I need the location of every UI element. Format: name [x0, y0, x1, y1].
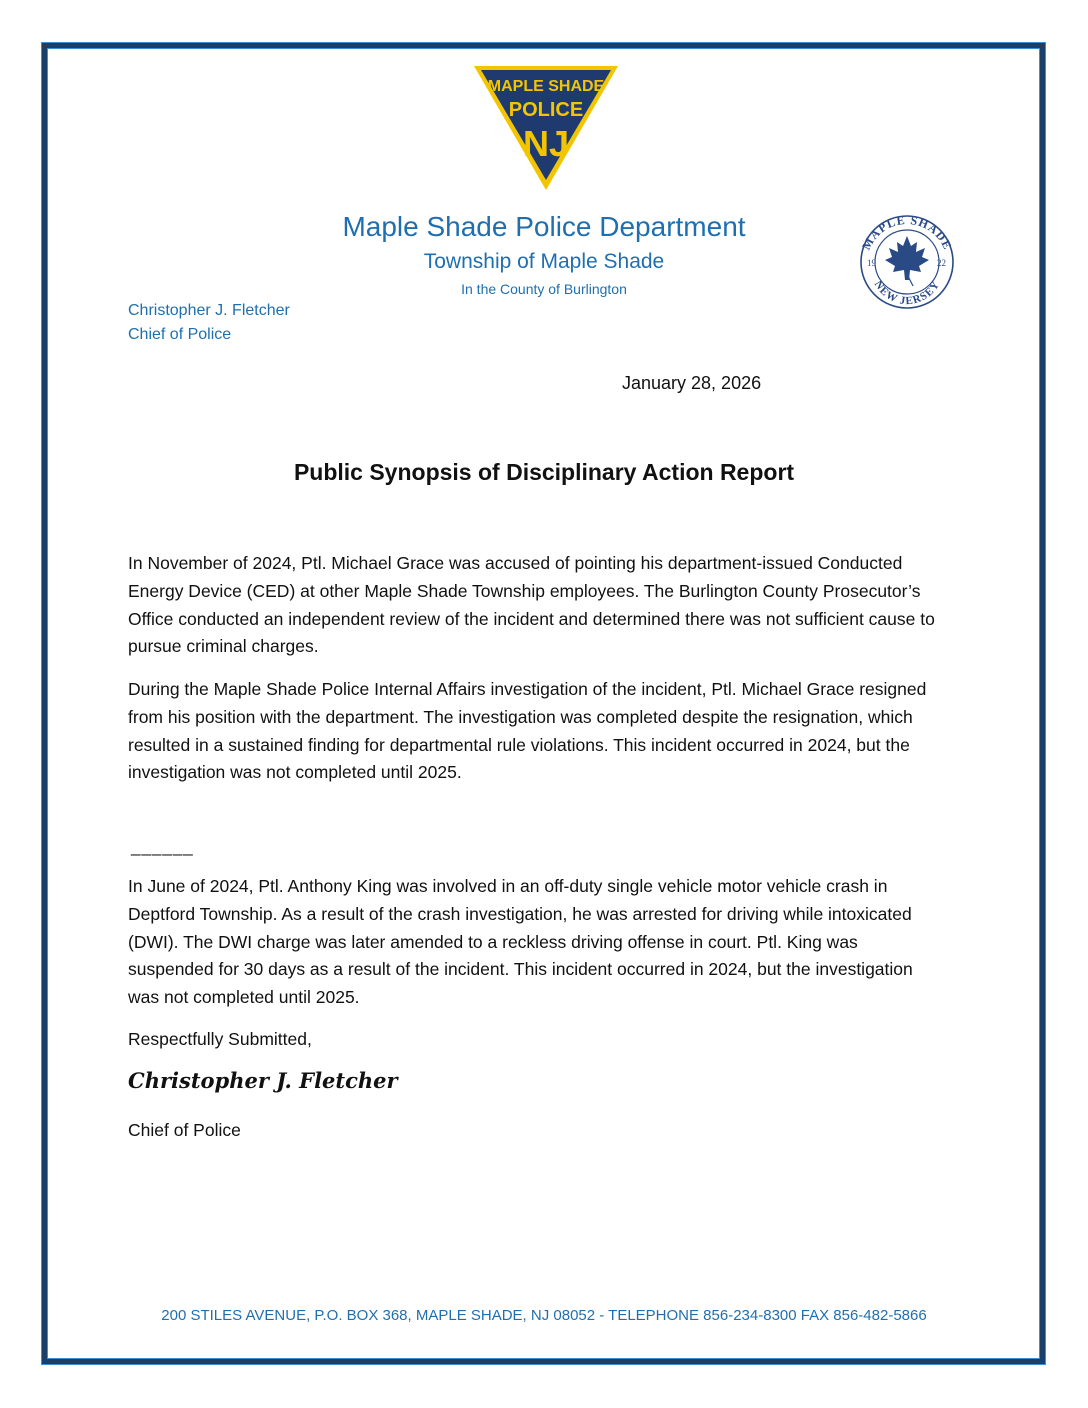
township-name: Township of Maple Shade [423, 250, 665, 273]
police-badge-logo [472, 64, 620, 192]
signature: Christopher J. Fletcher [128, 1068, 398, 1093]
seal-top-text: MAPLE SHADE [859, 214, 955, 253]
seal-year-right: 22 [937, 258, 946, 268]
county-name: In the County of Burlington [461, 281, 627, 297]
department-name: Maple Shade Police Department [342, 211, 746, 242]
badge-line1: MAPLE SHADE [487, 78, 605, 95]
chief-title: Chief of Police [128, 326, 232, 343]
footer-address: 200 STILES AVENUE, P.O. BOX 368, MAPLE SHADE, NJ 08052 - TELEPHONE 856-234-8300 FAX 856-482-5866 [161, 1307, 927, 1324]
report-title: Public Synopsis of Disciplinary Action Report [293, 459, 795, 485]
paragraph-king-incident: In June of 2024, Ptl. Anthony King was involved in an off-duty single vehicle motor vehicle crash in Deptford Township. As a result of the crash investigation, he was arrested for driving while intoxicated (DWI). The DWI charge was later amended to a reckless driving offense in court. Ptl. King was suspended for 30 days as a result of the incident. This incident occurred in 2024, but the investigation was not completed until 2025. [128, 876, 913, 1008]
chief-name: Christopher J. Fletcher [128, 302, 290, 319]
signature-title: Chief of Police [128, 1120, 241, 1140]
seal-year-left: 19 [867, 258, 876, 268]
closing-line: Respectfully Submitted, [128, 1029, 312, 1049]
paragraph-grace-incident: In November of 2024, Ptl. Michael Grace was accused of pointing his department-issued Conducted Energy Device (CED) at other Maple Shade Township employees. The Burlington County Prosecutor’s Office conducted an independent review of the incident and determined there was not sufficient cause to pursue criminal charges. [128, 553, 935, 657]
paragraph-grace-investigation: During the Maple Shade Police Internal Affairs investigation of the incident, Ptl. Michael Grace resigned from his position with the department. The investigation was completed despite the resignation, which resulted in a sustained finding for departmental rule violations. This incident occurred in 2024, but the investigation was not completed until 2025. [128, 679, 927, 783]
section-separator: ______ [131, 837, 194, 856]
badge-line2: POLICE [508, 99, 584, 121]
badge-line3: NJ [522, 123, 570, 164]
seal-bottom-text: NEW JERSEY [871, 278, 943, 308]
document-date: January 28, 2026 [622, 373, 762, 393]
